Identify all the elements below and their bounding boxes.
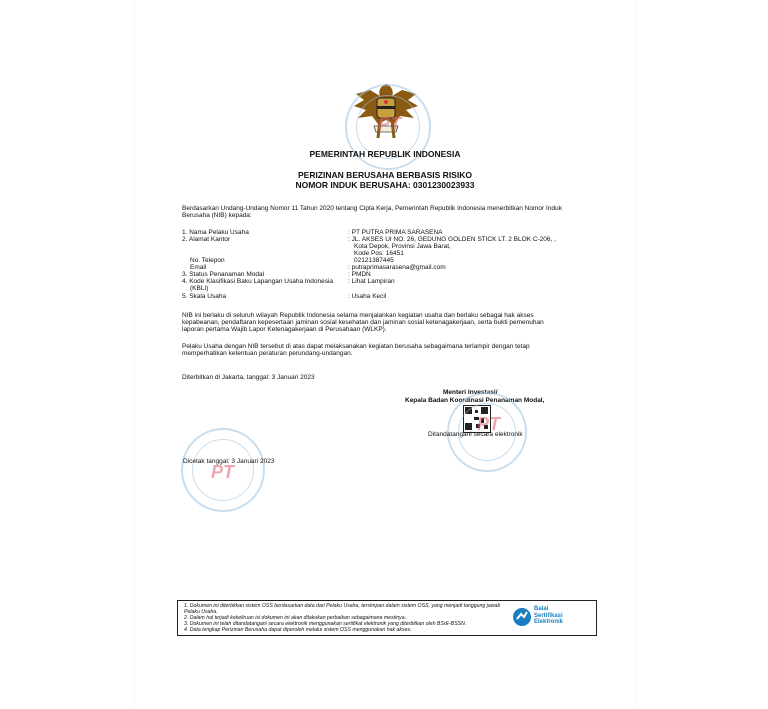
nib-number: NOMOR INDUK BERUSAHA: 0301230023933 [295, 180, 475, 190]
footer-note-1b: Pelaku Usaha. [184, 609, 218, 615]
footer-note-3: 3. Dokumen ini telah ditandatangani secara elektronik menggunakan sertifikat elektronik yang diterbitkan oleh BSrE-BSSN. [184, 621, 467, 627]
footer-note-4: 4. Data lengkap Perizinan Berusaha dapat diperoleh melalui sistem OSS menggunakan hak akses. [184, 627, 412, 633]
field-label-name: 1. Nama Pelaku Usaha [182, 229, 249, 236]
bsre-line-3: Elektronik [534, 619, 564, 625]
field-value-address-3: Kode Pos: 16451 [354, 250, 404, 257]
document-title: PERIZINAN BERUSAHA BERBASIS RISIKO [298, 170, 472, 180]
company-stamp-signature: PT [447, 392, 527, 472]
field-value-kbli: : Lihat Lampiran [348, 278, 395, 285]
paragraph-validity-1: NIB ini berlaku di seluruh wilayah Republik Indonesia selama menjalankan kegiatan usaha dan berlaku sebagai hak akses [182, 312, 534, 319]
bsre-line-2: Sertifikasi [534, 612, 563, 619]
field-value-phone: 02121387445 [354, 257, 394, 264]
government-title: PEMERINTAH REPUBLIK INDONESIA [309, 149, 461, 159]
field-label-email: Email [190, 264, 207, 271]
signer-title-1: Menteri Investasi/ [443, 389, 498, 396]
field-value-name: : PT PUTRA PRIMA SARASENA [348, 229, 443, 236]
bsre-logo-icon [512, 607, 532, 627]
intro-text-2: Berusaha (NIB) kepada: [182, 212, 252, 219]
footer-notes-box [177, 600, 597, 636]
bsre-line-1: Balai [534, 606, 549, 612]
footer-note-2: 2. Dalam hal terjadi kekeliruan isi dokumen ini akan dilakukan perbaikan sebagaimana mestinya. [184, 615, 407, 621]
intro-text: Berdasarkan Undang-Undang Nomor 11 Tahun 2020 tentang Cipta Kerja, Pemerintah Republik Indonesia menerbitkan Nomor Induk [182, 205, 562, 212]
field-label-kbli: 4. Kode Klasifikasi Baku Lapangan Usaha Indonesia [182, 278, 334, 285]
company-stamp-top: PT [345, 84, 431, 170]
field-value-email: : putraprimasarasena@gmail.com [348, 264, 446, 271]
signed-electronic-note: Ditandatangani secara elektronik [428, 431, 523, 438]
field-label-scale: 5. Skala Usaha [182, 293, 227, 300]
document-page [135, 0, 635, 709]
field-value-address-1: : JL. AKSES UI NO. 26, GEDUNG GOLDEN STICK LT. 2 BLOK C-206, , [348, 236, 556, 243]
field-label-address: 2. Alamat Kantor [182, 236, 231, 243]
field-value-scale: : Usaha Kecil [348, 293, 387, 300]
company-stamp-printed: PT [181, 428, 265, 512]
field-value-address-2: Kota Depok, Provinsi Jawa Barat, [354, 243, 451, 250]
footer-note-1: 1. Dokumen ini diterbitkan sistem OSS berdasarkan data dari Pelaku Usaha, tersimpan dalam sistem OSS, yang menjadi tanggung jawab [184, 603, 501, 609]
field-label-phone: No. Telepon [190, 257, 225, 264]
field-label-kbli-2: (KBLI) [190, 285, 209, 292]
paragraph-activity-1: Pelaku Usaha dengan NIB tersebut di atas dapat melaksanakan kegiatan berusaha sebagaimana terlampir dengan tetap [182, 343, 530, 350]
field-label-investment: 3. Status Penanaman Modal [182, 271, 265, 278]
signer-title-2: Kepala Badan Koordinasi Penanaman Modal, [405, 397, 545, 404]
paragraph-validity-3: laporan pertama Wajib Lapor Ketenagakerjaan di Perusahaan (WLKP). [182, 326, 387, 333]
paragraph-validity-2: kepabeanan, pendaftaran kepesertaan jaminan sosial kesehatan dan jaminan sosial ketenagakerjaan, serta bukti pemenuhan [182, 319, 544, 326]
issued-date: Diterbitkan di Jakarta, tanggal: 3 Januari 2023 [182, 374, 315, 381]
printed-date: Dicetak tanggal: 3 Januari 2023 [183, 458, 275, 465]
paragraph-activity-2: memperhatikan ketentuan peraturan perundang-undangan. [182, 350, 353, 357]
field-value-investment: : PMDN [348, 271, 371, 278]
